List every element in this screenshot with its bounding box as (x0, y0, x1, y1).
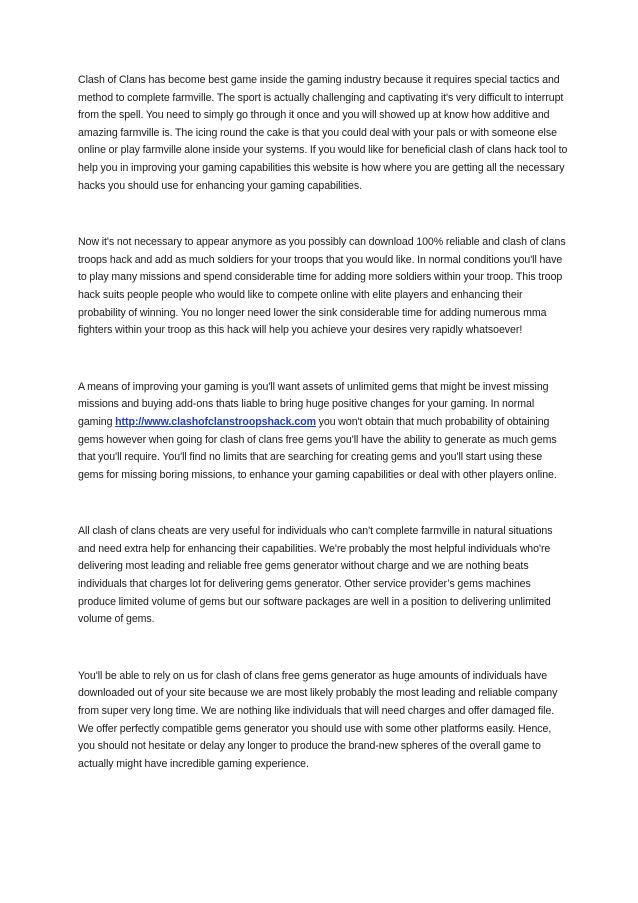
paragraph-2: Now it's not necessary to appear anymore as you possibly can download 100% reliable and clash of clans troops hack and add as much soldiers for your troops that you would like. In normal conditions you'll have to play many missions and spend considerable time for adding more soldiers within your troop. This troop hack suits people people who would like to compete online with elite players and enhancing their probability of winning. You no longer need lower the sink considerable time for adding numerous mma fighters within your troop as this hack will help you achieve your desires very rapidly whatsoever! (78, 236, 566, 337)
clashofclans-link[interactable]: http://www.clashofclanstroopshack.com (115, 415, 316, 428)
document-page (78, 72, 568, 773)
paragraph-4: All clash of clans cheats are very useful for individuals who can't complete farmville in natural situations and need extra help for enhancing their capabilities. We're probably the most helpful individuals who're delivering most leading and reliable free gems generator without charge and we are nothing beats individuals that charges lot for delivering gems generator. Other service provider’s gems machines produce limited volume of gems but our software packages are well in a position to delivering unlimited volume of gems. (78, 525, 553, 626)
paragraph-3 (78, 379, 568, 485)
paragraph-3-text-after: you won't obtain that much probability of obtaining gems however when going for clash of clans free gems you'll have the ability to generate as much gems that you'll require. You'll find no limits that are searching for creating gems and you'll start using these gems for missing boring missions, to enhance your gaming capabilities or deal with other players online. (78, 415, 557, 481)
paragraph-5: You'll be able to rely on us for clash of clans free gems generator as huge amounts of individuals have downloaded out of your site because we are most likely probably the most leading and reliable company from super very long time. We are nothing like individuals that will need charges and offer damaged file. We offer perfectly compatible gems generator you should use with some other platforms easily. Hence, you should not hesitate or delay any longer to produce the brand-new spheres of the overall game to actually might have incredible gaming experience. (78, 669, 558, 770)
paragraph-1: Clash of Clans has become best game inside the gaming industry because it requires special tactics and method to complete farmville. The sport is actually challenging and captivating it's very difficult to interrupt from the spell. You need to simply go through it once and you will showed up at know how additive and amazing farmville is. The icing round the cake is that you could deal with your pals or with someone else online or play farmville alone inside your systems. If you would like for beneficial clash of clans hack tool to help you in improving your gaming capabilities this website is how where you are getting all the necessary hacks you should use for enhancing your gaming capabilities. (78, 74, 568, 192)
paragraph-3-text-before: A means of improving your gaming is you'll want assets of unlimited gems that might be invest missing missions and buying add-ons thats liable to bring huge positive changes for your gaming. In normal gaming (78, 380, 549, 428)
